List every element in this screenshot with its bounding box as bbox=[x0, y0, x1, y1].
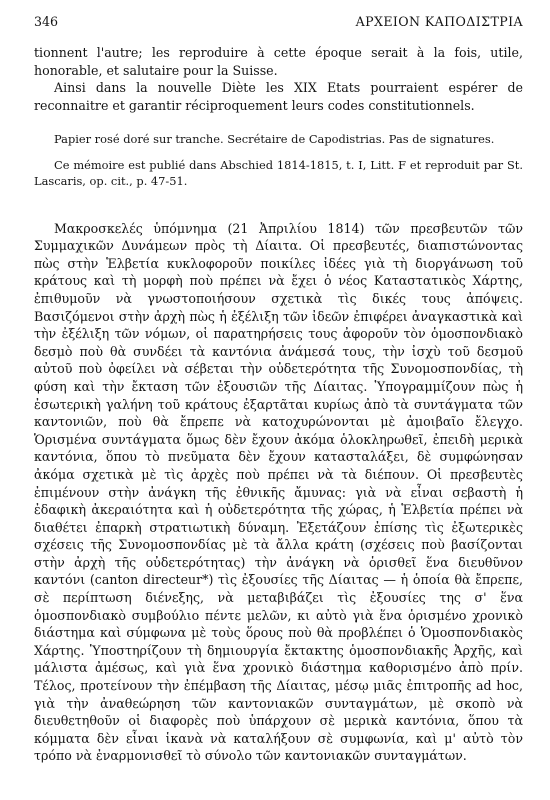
publication-note: Ce mémoire est publié dans Abschied 1814-1815, t. I, Litt. F et reproduit par St. Lascaris, op. cit., p. 47-51. bbox=[34, 158, 523, 188]
paper-description-note: Papier rosé doré sur tranche. Secrétaire de Capodistrias. Pas de signatures. bbox=[54, 132, 495, 146]
greek-summary-paragraph: Μακροσκελές ὑπόμνημα (21 Ἀπριλίου 1814) τῶν πρεσβευτῶν τῶν Συμμαχικῶν Δυνάμεων πρὸς τὴ Δίαιτα. Οἱ πρεσβευτές, διαπιστώνοντας πὼς στὴν Ἑλβετία κυκλοφοροῦν ποικίλες ἰδέες γιὰ τὴ διοργάνωση τοῦ κράτους καὶ τὴ μορφὴ ποὺ πρέπει νὰ ἔχει ὁ νέος Καταστατικὸς Χάρτης, ἐπιθυμοῦν νὰ γνωστοποιήσουν σχετικὰ τὶς δικές τους ἀπόψεις. Βασιζόμενοι στὴν ἀρχὴ πὼς ἡ ἐξέλιξη τῶν ἰδεῶν ἐπιφέρει ἀναγκαστικὰ καὶ τὴν ἐξέλιξη τῶν νόμων, οἱ παρατηρήσεις τους ἀφοροῦν τὸν ὁμοσπονδιακὸ δεσμὸ ποὺ θὰ συνδέει τὰ καντόνια ἀνάμεσά τους, τὴν ἰσχὺ τοῦ δεσμοῦ αὐτοῦ ποὺ ὀφείλει νὰ σέβεται τὴν οὐδετερότητα τῆς Συνομοσπονδίας, τὴ φύση καὶ τὴν ἔκταση τῶν ἐξουσιῶν τῆς Δίαιτας. Ὑπογραμμίζουν πὼς ἡ ἐσωτερικὴ γαλήνη τοῦ κράτους ἐξαρτᾶται κυρίως ἀπὸ τὰ συντάγματα τῶν καντονιῶν, ποὺ θὰ ἔπρεπε νὰ κατοχυρώνονται μὲ ἀμοιβαῖο ἔλεγχο. Ὁρισμένα συντάγματα ὅμως δὲν ἔχουν ἀκόμα ὁλοκληρωθεῖ, ἐπειδὴ μερικὰ καντόνια, ὅπου τὸ πνεῦματα δὲν ἔχουν κατασταλάξει, δὲ συμφώνησαν ἀκόμα σχετικὰ μὲ τὶς ἀρχὲς ποὺ πρέπει νὰ τὰ διέπουν. Οἱ πρεσβευτὲς ἐπιμένουν στὴν ἀνάγκη τῆς ἐθνικῆς ἄμυνας: γιὰ νὰ εἶναι σεβαστὴ ἡ ἐδαφικὴ ἀκεραιότητα καὶ ἡ οὐδετερότητα τῆς χώρας, ἡ Ἑλβετία πρέπει νὰ διαθέτει ἐπαρκὴ στρατιωτικὴ δύναμη. Ἐξετάζουν ἐπίσης τὶς ἐξωτερικὲς σχέσεις τῆς Συνομοσπονδίας μὲ τὰ ἄλλα κράτη (σχέσεις ποὺ βασίζονται στὴν ἀρχὴ τῆς οὐδετερότητας) τὴν ἀνάγκη νὰ ὁρισθεῖ ἕνα διευθῦνον καντόνι (canton directeur*) τὶς ἐξουσίες τῆς Δίαιτας — ἡ ὁποία θὰ ἔπρεπε, σὲ περίπτωση διένεξης, νὰ μεταβιβάζει τὶς ἐξουσίες της σ' ἕνα ὁμοσπονδιακὸ συμβούλιο πέντε μελῶν, κι αὐτὸ γιὰ ἕνα ὁρισμένο χρονικὸ διάστημα καὶ σύμφωνα μὲ τοὺς ὅρους ποὺ θὰ προβλέπει ὁ Ὁμοσπονδιακὸς Χάρτης. Ὑποστηρίζουν τὴ δημιουργία ἔκτακτης ὁμοσπονδιακῆς Ἀρχῆς, καὶ μάλιστα ἀμέσως, καὶ γιὰ ἕνα χρονικὸ διάστημα καθορισμένο ἀπὸ πρίν. Τέλος, προτείνουν τὴν ἐπέμβαση τῆς Δίαιτας, μέσῳ μιᾶς ἐπιτροπῆς ad hoc, γιὰ τὴν ἀναθεώρηση τῶν καντονιακῶν συνταγμάτων, μὲ σκοπὸ νὰ διευθετηθοῦν οἱ διαφορὲς ποὺ ὑπάρχουν σὲ μερικὰ καντόνια, ὅπου τὰ κόμματα δὲν εἶναι ἱκανὰ νὰ καταλήξουν σὲ συμφωνία, καὶ μ' αὐτὸ τὸν τρόπο νὰ ἐναρμονισθεῖ τὸ σύνολο τῶν καντονιακῶν συνταγμάτων. bbox=[34, 220, 523, 764]
french-text-block bbox=[34, 44, 523, 114]
running-header bbox=[34, 14, 523, 29]
running-title: ΑΡΧΕΙΟΝ ΚΑΠΟΔΙΣΤΡΙΑ bbox=[355, 14, 523, 29]
page-number: 346 bbox=[34, 14, 59, 29]
publication-note-block bbox=[34, 157, 523, 189]
french-paragraph-continued: tionnent l'autre; les reproduire à cette époque serait à la fois, utile, honorable, et salutaire pour la Suisse. bbox=[34, 45, 523, 78]
french-paragraph: Ainsi dans la nouvelle Diète les XIX Etats pourraient espérer de reconnaitre et garantir réciproquement leurs codes constitutionnels. bbox=[34, 80, 523, 113]
source-note bbox=[34, 131, 523, 147]
